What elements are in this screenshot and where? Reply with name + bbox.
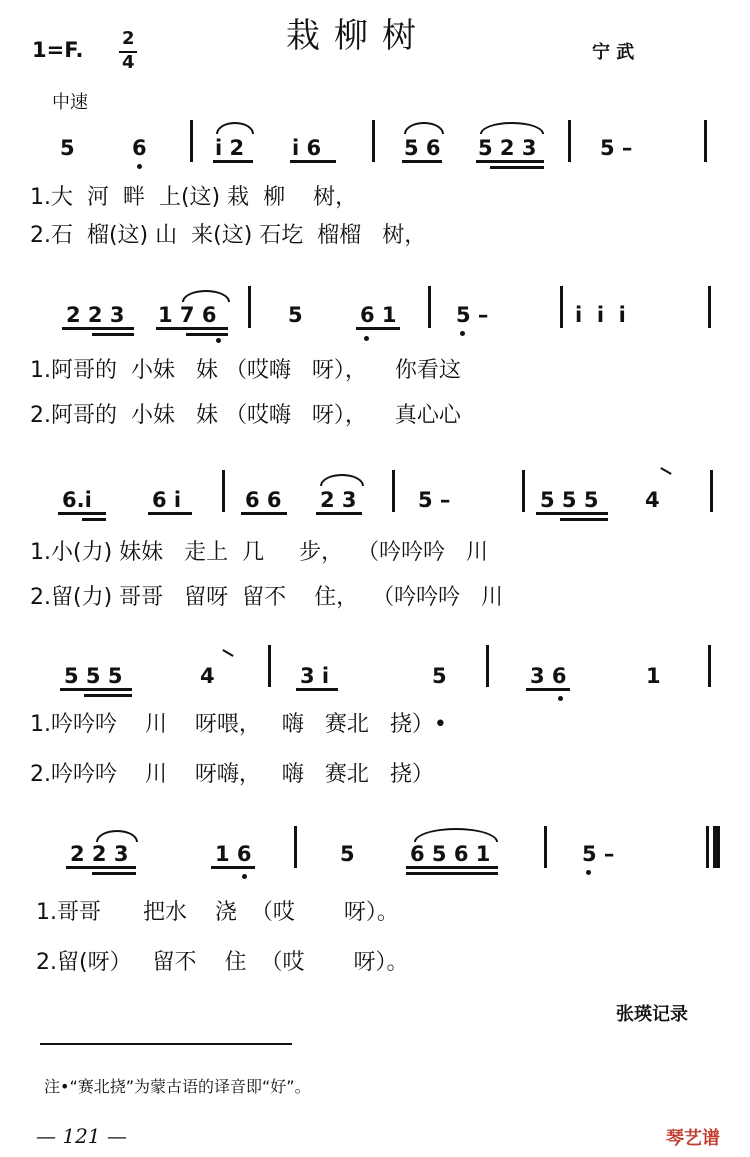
note-group: 5 2 3 (478, 136, 537, 160)
bar-line (392, 470, 395, 512)
time-signature-denominator: 4 (122, 52, 135, 73)
beam (476, 160, 544, 163)
beam (186, 333, 228, 336)
note-group: 6 1 (360, 303, 397, 327)
note-group: 6 6 (245, 488, 282, 512)
bar-line (372, 120, 375, 162)
octave-dot-low (137, 164, 142, 169)
beam (560, 518, 608, 521)
bar-line (708, 286, 711, 328)
final-bar-thick (713, 826, 720, 868)
beam (92, 872, 136, 875)
beam (526, 688, 570, 691)
bar-line (522, 470, 525, 512)
note-group: 6.i (62, 488, 92, 512)
note-group: 1 (646, 664, 661, 688)
note-group: 5 – (456, 303, 489, 327)
watermark-logo (666, 1124, 720, 1150)
beam (490, 166, 544, 169)
recorder-credit: 张瑛记录 (616, 1004, 688, 1025)
footnote: 注•“赛北挠”为蒙古语的译音即“好”。 (44, 1077, 311, 1096)
bar-line (560, 286, 563, 328)
beam (406, 866, 498, 869)
page-number: — 121 — (36, 1124, 127, 1148)
note-group: 5 – (582, 842, 615, 866)
slur (96, 830, 138, 842)
octave-dot-low (460, 331, 465, 336)
beam (536, 512, 608, 515)
bar-line (704, 120, 707, 162)
octave-dot-low (586, 870, 591, 875)
bar-line (190, 120, 193, 162)
note-group: 5 (60, 136, 75, 160)
note-group: 6 5 6 1 (410, 842, 491, 866)
bar-line (268, 645, 271, 687)
grace-mark (222, 649, 233, 657)
lyric-verse-2: 2.吟吟吟 川 呀嗨， 嗨 赛北 挠） (30, 762, 434, 787)
beam (241, 512, 287, 515)
beam (316, 512, 362, 515)
slur (182, 290, 230, 302)
lyric-verse-2: 2.阿哥的 小妹 妹 （哎嗨 呀）， 真心心 (30, 403, 461, 428)
beam (62, 327, 134, 330)
bar-line (486, 645, 489, 687)
slur (216, 122, 254, 134)
beam (148, 512, 192, 515)
note-group: 1 6 (215, 842, 252, 866)
note-group: 1 7 6 (158, 303, 217, 327)
note-group: 5 5 5 (64, 664, 123, 688)
note-group: 2 2 3 (70, 842, 129, 866)
beam (156, 327, 228, 330)
beam (92, 333, 134, 336)
note-group: 5 6 (404, 136, 441, 160)
note-group: i 6 (292, 136, 322, 160)
note-group: i 2 (215, 136, 245, 160)
note-group: 3 i (300, 664, 330, 688)
lyric-verse-1: 1.大 河 畔 上(这) 栽 柳 树， (30, 185, 358, 210)
beam (356, 327, 400, 330)
beam (82, 518, 106, 521)
note-group: 5 5 5 (540, 488, 599, 512)
slur (480, 122, 544, 134)
beam (296, 688, 338, 691)
grace-mark (660, 467, 671, 475)
bar-line (428, 286, 431, 328)
note-group: 3 6 (530, 664, 567, 688)
note-group: 2 3 (320, 488, 357, 512)
lyric-verse-1: 1.吟吟吟 川 呀喂， 嗨 赛北 挠）• (30, 712, 447, 737)
note-group: 5 – (600, 136, 633, 160)
beam (290, 160, 336, 163)
note-group: 4 (645, 488, 660, 512)
tempo-marking: 中速 (52, 92, 88, 113)
note-group: i i i (575, 303, 626, 327)
lyric-verse-1: 1.哥哥 把水 浇 （哎 呀）。 (36, 900, 399, 925)
note-group: 5 – (418, 488, 451, 512)
note-group: 2 2 3 (66, 303, 125, 327)
note-group: 5 (288, 303, 303, 327)
song-title: 栽柳树 (286, 16, 430, 56)
lyric-verse-2: 2.留(力) 哥哥 留呀 留不 住， （吟吟吟 川 (30, 585, 504, 610)
beam (84, 694, 132, 697)
bar-line (544, 826, 547, 868)
note-group: 6 (132, 136, 147, 160)
beam (402, 160, 442, 163)
note-group: 6 i (152, 488, 182, 512)
footnote-divider (40, 1043, 292, 1045)
lyric-verse-1: 1.阿哥的 小妹 妹 （哎嗨 呀）， 你看这 (30, 358, 461, 383)
beam (213, 160, 253, 163)
octave-dot-low (364, 336, 369, 341)
bar-line (248, 286, 251, 328)
lyric-verse-2: 2.石 榴(这) 山 来(这) 石圪 榴榴 树， (30, 223, 427, 248)
final-bar-thin (706, 826, 709, 868)
slur (414, 828, 498, 842)
watermark-text: 琴艺谱 (666, 1128, 720, 1149)
beam (406, 872, 498, 875)
bar-line (708, 645, 711, 687)
bar-line (710, 470, 713, 512)
author-name: 宁 武 (592, 42, 635, 63)
bar-line (222, 470, 225, 512)
beam (66, 866, 136, 869)
time-signature-numerator: 2 (122, 28, 135, 49)
beam (211, 866, 255, 869)
note-group: 4 (200, 664, 215, 688)
note-group: 5 (340, 842, 355, 866)
octave-dot-low (558, 696, 563, 701)
octave-dot-low (242, 874, 247, 879)
slur (404, 122, 444, 134)
beam (58, 512, 106, 515)
bar-line (568, 120, 571, 162)
slur (320, 474, 364, 486)
lyric-verse-2: 2.留(呀） 留不 住 （哎 呀）。 (36, 950, 409, 975)
bar-line (294, 826, 297, 868)
beam (60, 688, 132, 691)
octave-dot-low (216, 338, 221, 343)
lyric-verse-1: 1.小(力) 妹妹 走上 几 步， （吟吟吟 川 (30, 540, 489, 565)
note-group: 5 (432, 664, 447, 688)
key-signature: 1=F. (32, 38, 84, 62)
